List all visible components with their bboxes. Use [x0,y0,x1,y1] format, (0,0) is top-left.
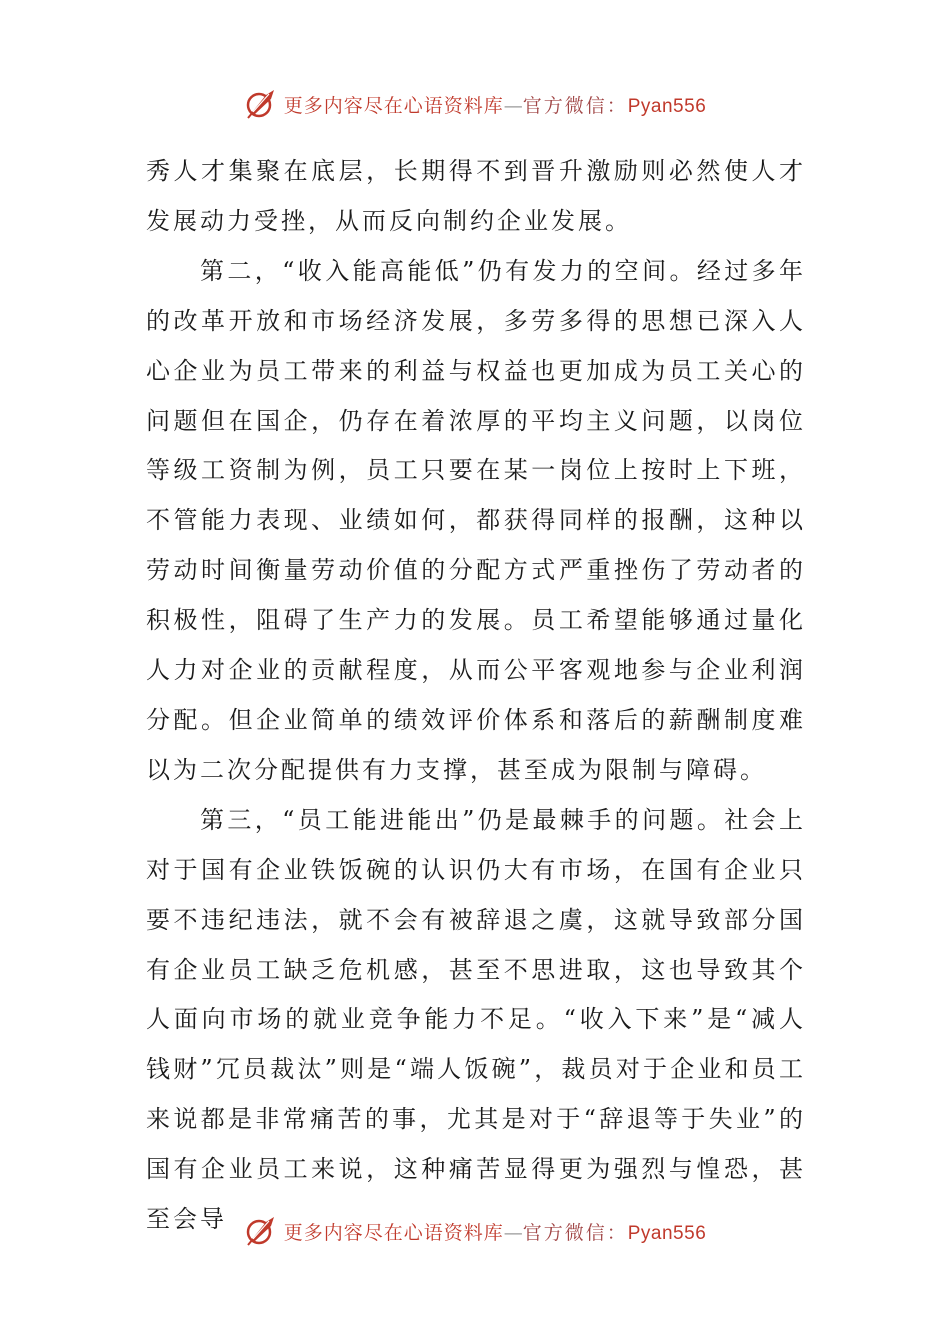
site-name: 更多内容尽在心语资料库 [283,1221,504,1244]
site-name: 更多内容尽在心语资料库 [283,94,504,117]
banner-text [284,1218,707,1245]
paragraph-second-point: 第二，“收入能高能低”仍有发力的空间。经过多年的改革开放和市场经济发展，多劳多得的思想已深入人心企业为员工带来的利益与权益也更加成为员工关心的问题但在国企，仍存在着浓厚的平均主义问题，以岗位等级工资制为例，员工只要在某一岗位上按时上下班，不管能力表现、业绩如何，都获得同样的报酬，这种以劳动时间衡量劳动价值的分配方式严重挫伤了劳动者的积极性，阻碍了生产力的发展。员工希望能够通过量化人力对企业的贡献程度，从而公平客观地参与企业利润分配。但企业简单的绩效评价体系和落后的薪酬制度难以为二次分配提供有力支撑，甚至成为限制与障碍。 [146,256,806,784]
quill-pen-logo-icon [244,1214,278,1248]
wechat-id: Pyan556 [627,1222,707,1244]
quill-pen-logo-icon [244,87,278,121]
separator: — [503,94,523,117]
document-body [146,147,806,1245]
paragraph-third-point: 第三，“员工能进能出”仍是最棘手的问题。社会上对于国有企业铁饭碗的认识仍大有市场，在国有企业只要不违纪违法，就不会有被辞退之虞，这就导致部分国有企业员工缺乏危机感，甚至不思进取，这也导致其个人面向市场的就业竞争能力不足。“收入下来”是“减人钱财”冗员裁汰”则是“端人饭碗”，裁员对于企业和员工来说都是非常痛苦的事，尤其是对于“辞退等于失业”的国有企业员工来说，这种痛苦显得更为强烈与惶恐，甚至会导 [146,805,806,1234]
header-banner [0,84,950,124]
footer-banner [0,1211,950,1251]
separator: — [503,1221,523,1244]
wechat-label: 官方微信： [522,94,628,117]
paragraph-continuation: 秀人才集聚在底层，长期得不到晋升激励则必然使人才发展动力受挫，从而反向制约企业发展。 [146,157,806,235]
banner-text [284,91,707,118]
wechat-label: 官方微信： [522,1221,628,1244]
wechat-id: Pyan556 [627,95,707,117]
